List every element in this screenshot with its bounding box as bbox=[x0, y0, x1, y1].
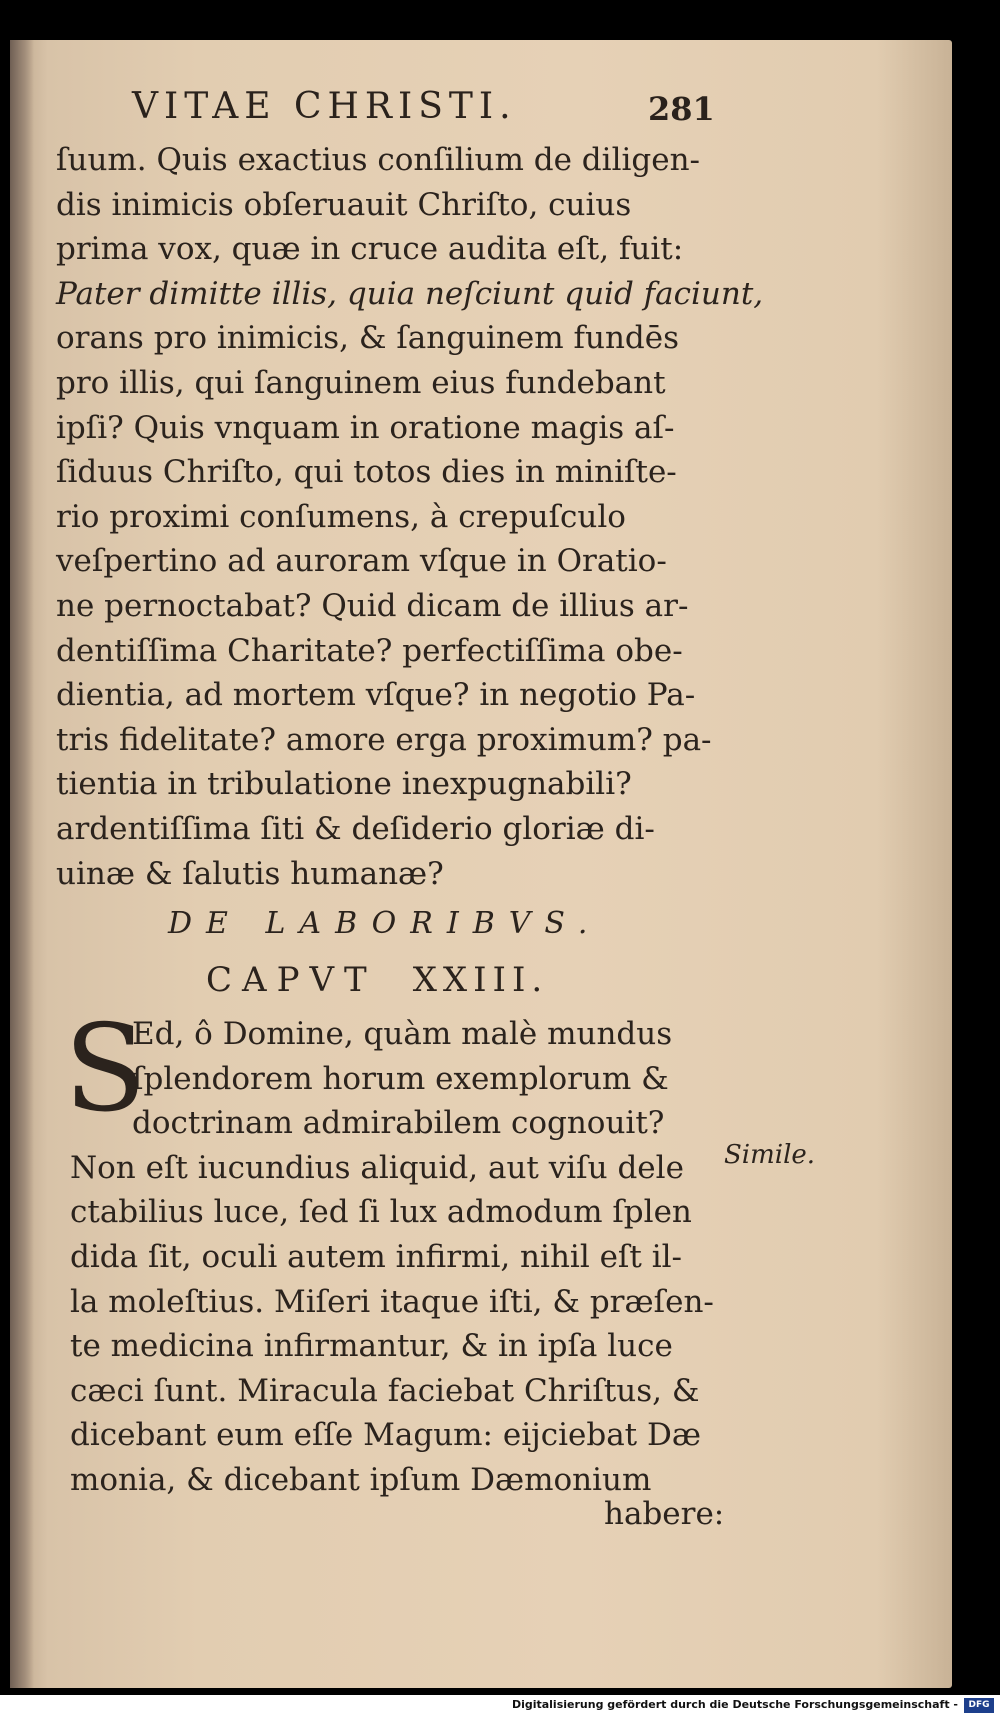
text-line: ſuum. Quis exactius conſilium de diligen- bbox=[56, 142, 701, 178]
text-line: dicebant eum eſſe Magum: eijciebat Dæ bbox=[70, 1417, 701, 1454]
text-line: Non eſt iucundius aliquid, aut viſu dele bbox=[70, 1149, 684, 1186]
text-line: Ed, ô Domine, quàm malè mundus bbox=[132, 1016, 673, 1052]
text-line: ardentiſſima ſiti & deſiderio gloriæ di- bbox=[56, 810, 655, 847]
text-line: orans pro inimicis, & ſanguinem fundēs bbox=[56, 320, 680, 357]
text-line: cæci ſunt. Miracula faciebat Chriſtus, & bbox=[70, 1372, 700, 1409]
chapter-text bbox=[70, 1012, 720, 1503]
text-line: monia, & dicebant ipſum Dæmonium bbox=[70, 1461, 652, 1498]
text-line: tris fidelitate? amore erga proximum? pa- bbox=[56, 721, 712, 758]
text-line: rio proximi conſumens, à crepuſculo bbox=[56, 498, 626, 535]
catchword: habere: bbox=[604, 1496, 725, 1532]
text-line: ſplendorem horum exemplorum & bbox=[132, 1060, 669, 1097]
text-line: veſpertino ad auroram vſque in Oratio- bbox=[56, 543, 667, 580]
text-line: dis inimicis obſeruauit Chriſto, cuius bbox=[56, 186, 632, 223]
funding-notice: Digitalisierung gefördert durch die Deutsche Forschungsgemeinschaft - bbox=[511, 1698, 958, 1711]
text-line: uinæ & ſalutis humanæ? bbox=[56, 855, 444, 892]
footer-bar bbox=[0, 1695, 1000, 1718]
text-line: te medicina infirmantur, & in ipſa luce bbox=[70, 1328, 673, 1365]
text-line: ne pernoctabat? Quid dicam de illius ar- bbox=[56, 587, 689, 624]
text-line: dentiſſima Charitate? perfectiſſima obe- bbox=[56, 632, 683, 669]
marginal-note: Simile. bbox=[724, 1140, 816, 1170]
text-line: ſiduus Chriſto, qui totos dies in miniſte- bbox=[56, 454, 677, 491]
text-line: dientia, ad mortem vſque? in negotio Pa- bbox=[56, 677, 696, 714]
text-line: tientia in tribulatione inexpugnabili? bbox=[56, 766, 632, 803]
drop-cap: S bbox=[64, 1000, 147, 1139]
chapter-word: CAPVT bbox=[206, 960, 377, 1000]
text-line: la moleſtius. Miſeri itaque iſti, & præſen- bbox=[70, 1283, 714, 1320]
text-line-quotation: Pater dimitte illis, quia neſciunt quid faciunt, bbox=[56, 275, 764, 312]
text-line: ctabilius luce, ſed ſi lux admodum ſplen bbox=[70, 1194, 692, 1231]
running-head: VITAE CHRISTI. bbox=[132, 86, 517, 127]
passage-text bbox=[56, 138, 764, 896]
section-heading: DE LABORIBVS. bbox=[168, 906, 602, 941]
text-line: prima vox, quæ in cruce audita eſt, fuit: bbox=[56, 231, 684, 268]
chapter-heading bbox=[206, 960, 548, 1000]
dfg-logo: DFG bbox=[964, 1698, 994, 1713]
page-gutter-shadow bbox=[10, 40, 34, 1688]
text-line: pro illis, qui ſanguinem eius fundebant bbox=[56, 364, 666, 401]
text-line: doctrinam admirabilem cognouit? bbox=[132, 1105, 665, 1142]
text-line: ipſi? Quis vnquam in oratione magis aſ- bbox=[56, 409, 675, 446]
chapter-number: XXIII. bbox=[412, 960, 549, 1000]
text-line: dida ſit, oculi autem infirmi, nihil eſt il- bbox=[70, 1238, 683, 1275]
page-number: 281 bbox=[648, 90, 715, 128]
